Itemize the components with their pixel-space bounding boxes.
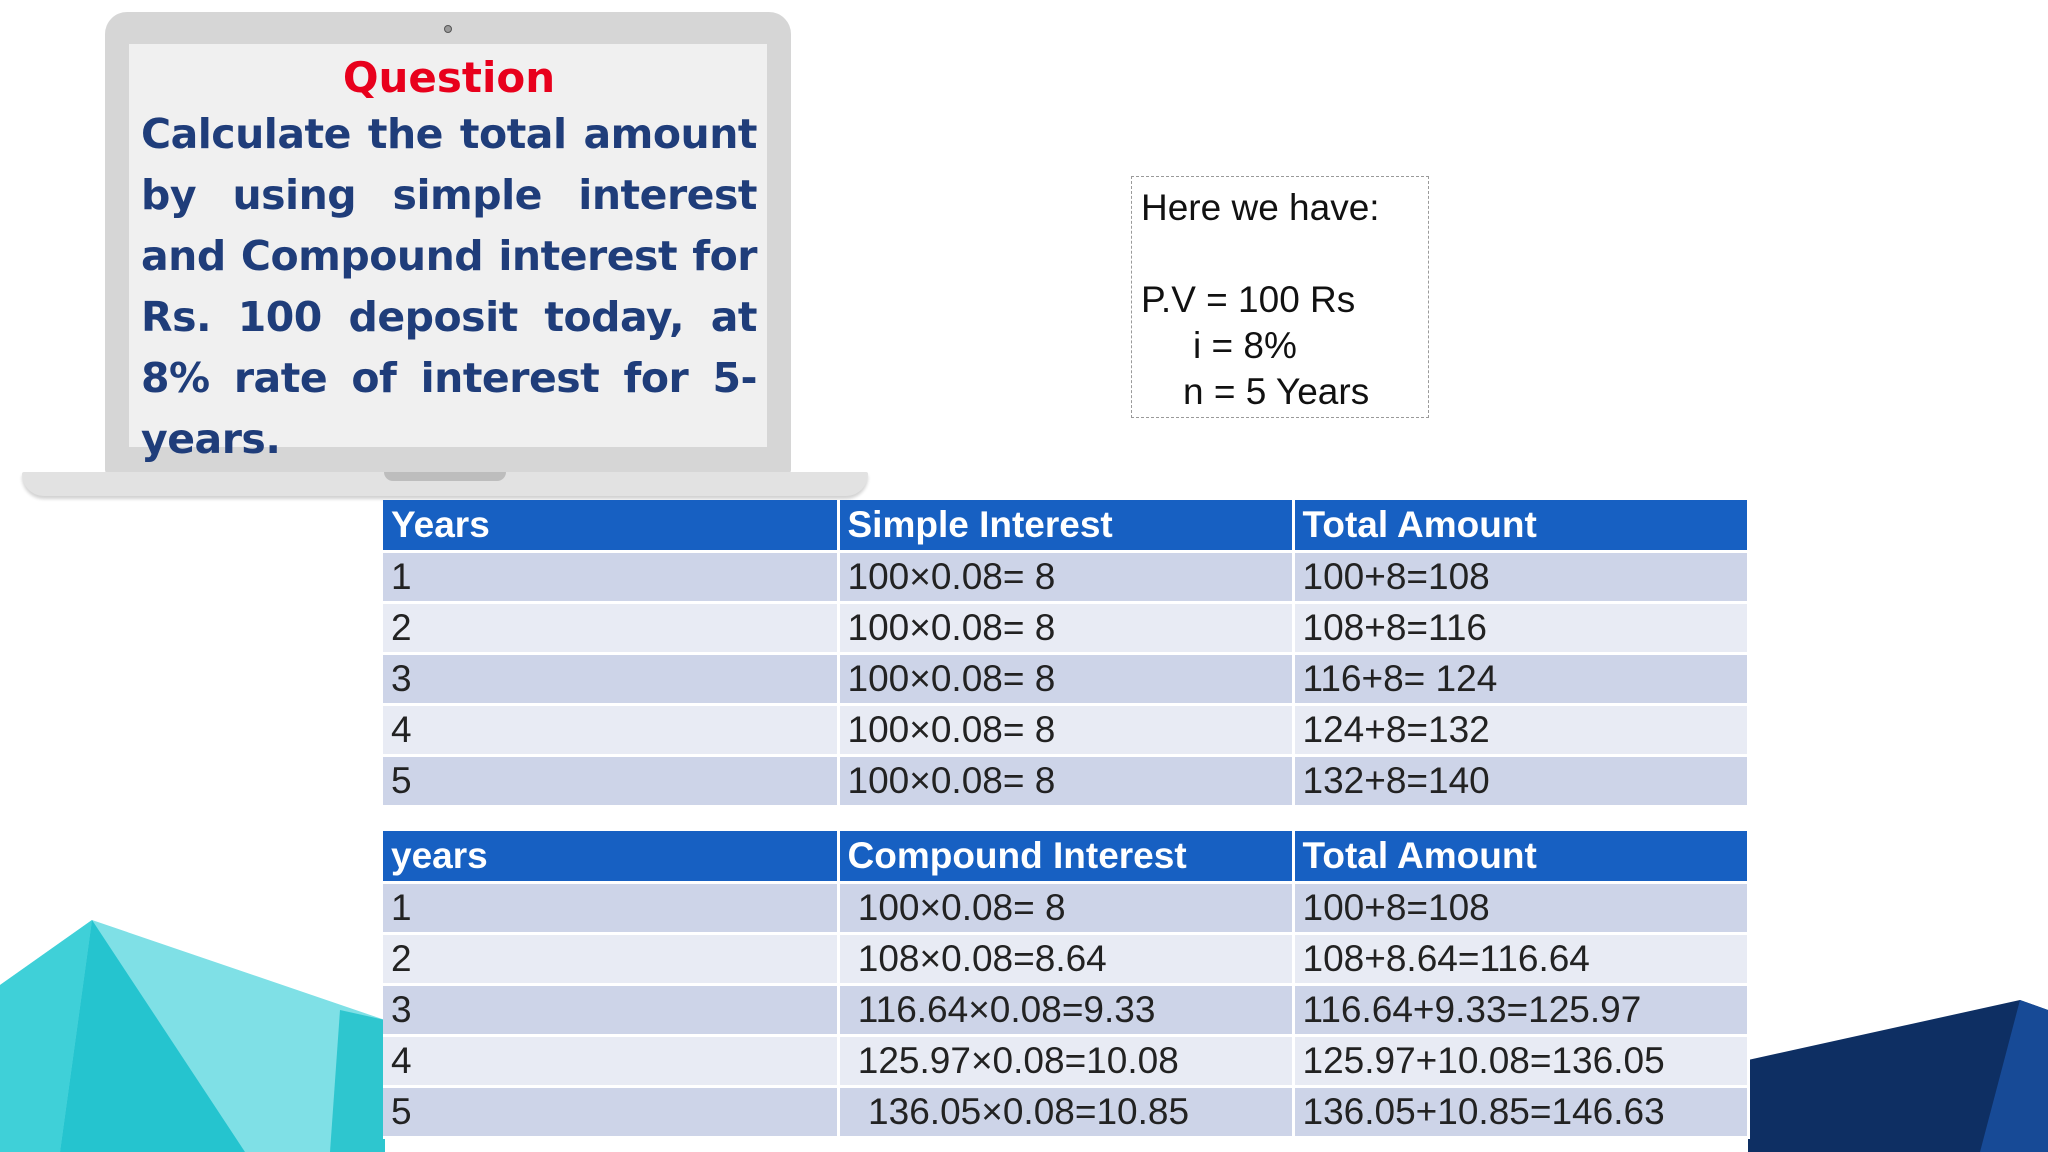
cell-total: 100+8=108 [1293, 882, 1748, 933]
cell-total: 124+8=132 [1293, 704, 1748, 755]
table-header-row [383, 500, 1748, 551]
question-body: Calculate the total amount by using simple interest and Compound interest for Rs. 100 deposit today, at 8% rate of interest for 5- years. [141, 110, 757, 463]
given-n: n = 5 Years [1183, 371, 1370, 412]
header-years: years [383, 831, 838, 882]
given-values-box [1131, 176, 1429, 418]
cell-total: 116+8= 124 [1293, 653, 1748, 704]
given-pv: P.V = 100 Rs [1141, 279, 1356, 320]
cell-total: 136.05+10.85=146.63 [1293, 1086, 1748, 1137]
cell-year: 4 [383, 1035, 838, 1086]
table-row [383, 704, 1748, 755]
header-total-amount: Total Amount [1293, 831, 1748, 882]
given-heading: Here we have: [1141, 187, 1380, 228]
laptop-notch [384, 472, 506, 481]
compound-interest-table [383, 831, 1750, 1139]
cell-interest: 116.64×0.08=9.33 [838, 984, 1293, 1035]
given-spacer [1141, 231, 1428, 277]
table-row [383, 1035, 1748, 1086]
header-total-amount: Total Amount [1293, 500, 1748, 551]
cell-year: 3 [383, 653, 838, 704]
cell-interest: 100×0.08= 8 [838, 602, 1293, 653]
table-row [383, 882, 1748, 933]
cell-total: 116.64+9.33=125.97 [1293, 984, 1748, 1035]
cell-interest: 136.05×0.08=10.85 [838, 1086, 1293, 1137]
simple-interest-table [383, 500, 1750, 808]
table-row [383, 984, 1748, 1035]
cell-interest: 100×0.08= 8 [838, 704, 1293, 755]
cell-interest: 108×0.08=8.64 [838, 933, 1293, 984]
laptop-camera-icon [444, 25, 452, 33]
cell-interest: 100×0.08= 8 [838, 882, 1293, 933]
table-row [383, 1086, 1748, 1137]
table-row [383, 653, 1748, 704]
question-title: Question [342, 53, 556, 102]
cell-interest: 125.97×0.08=10.08 [838, 1035, 1293, 1086]
header-years: Years [383, 500, 838, 551]
cell-interest: 100×0.08= 8 [838, 755, 1293, 806]
cell-year: 4 [383, 704, 838, 755]
cell-total: 125.97+10.08=136.05 [1293, 1035, 1748, 1086]
cell-year: 1 [383, 551, 838, 602]
table-header-row [383, 831, 1748, 882]
cell-interest: 100×0.08= 8 [838, 551, 1293, 602]
table-row [383, 602, 1748, 653]
cell-year: 5 [383, 1086, 838, 1137]
cell-total: 100+8=108 [1293, 551, 1748, 602]
header-compound-interest: Compound Interest [838, 831, 1293, 882]
cell-year: 2 [383, 933, 838, 984]
given-i: i = 8% [1193, 325, 1297, 366]
cell-total: 108+8=116 [1293, 602, 1748, 653]
table-row [383, 551, 1748, 602]
cell-total: 108+8.64=116.64 [1293, 933, 1748, 984]
cell-year: 2 [383, 602, 838, 653]
cell-interest: 100×0.08= 8 [838, 653, 1293, 704]
laptop-screen [129, 44, 767, 463]
table-row [383, 933, 1748, 984]
cell-year: 5 [383, 755, 838, 806]
header-simple-interest: Simple Interest [838, 500, 1293, 551]
cell-year: 3 [383, 984, 838, 1035]
table-row [383, 755, 1748, 806]
cell-year: 1 [383, 882, 838, 933]
cell-total: 132+8=140 [1293, 755, 1748, 806]
